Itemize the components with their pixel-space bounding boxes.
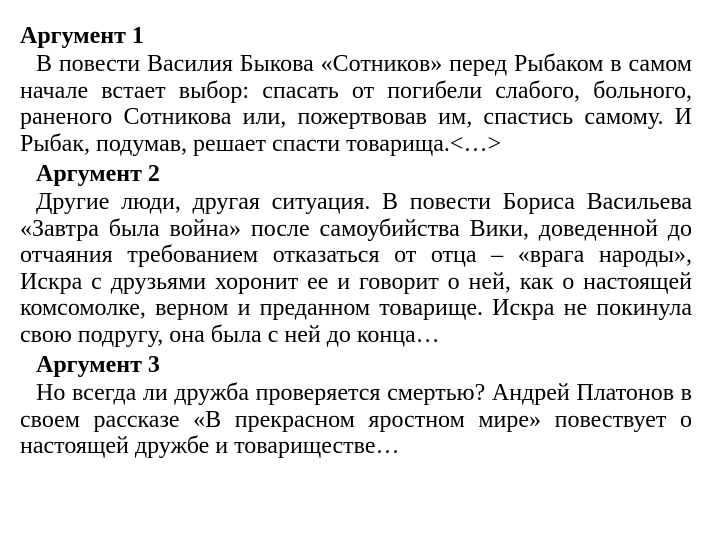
argument-2-heading: Аргумент 2 xyxy=(36,161,160,187)
argument-1-heading: Аргумент 1 xyxy=(20,23,144,49)
argument-3-text: Но всегда ли дружба проверяется смертью? Андрей Платонов в своем рассказе «В прекрасном яростном мире» повествует о настоящей дружбе и товариществе… xyxy=(20,380,692,459)
document-body xyxy=(20,22,692,463)
argument-2-text: Другие люди, другая ситуация. В повести Бориса Васильева «Завтра была война» после самоубийства Вики, доведенной до отчаяния требованием отказаться от отца – «врага народы», Искра с друзьями хоронит ее и говорит о ней, как о настоящей комсомолке, верном и преданном товарище. Искра не покинула свою подругу, она была с ней до конца… xyxy=(20,189,692,348)
argument-3-heading: Аргумент 3 xyxy=(36,352,160,378)
argument-1-text: В повести Василия Быкова «Сотников» перед Рыбаком в самом начале встает выбор: спасать от погибели слабого, больного, раненого Сотникова или, пожертвовав им, спастись самому. И Рыбак, подумав, решает спасти товарища.<…> xyxy=(20,51,692,157)
